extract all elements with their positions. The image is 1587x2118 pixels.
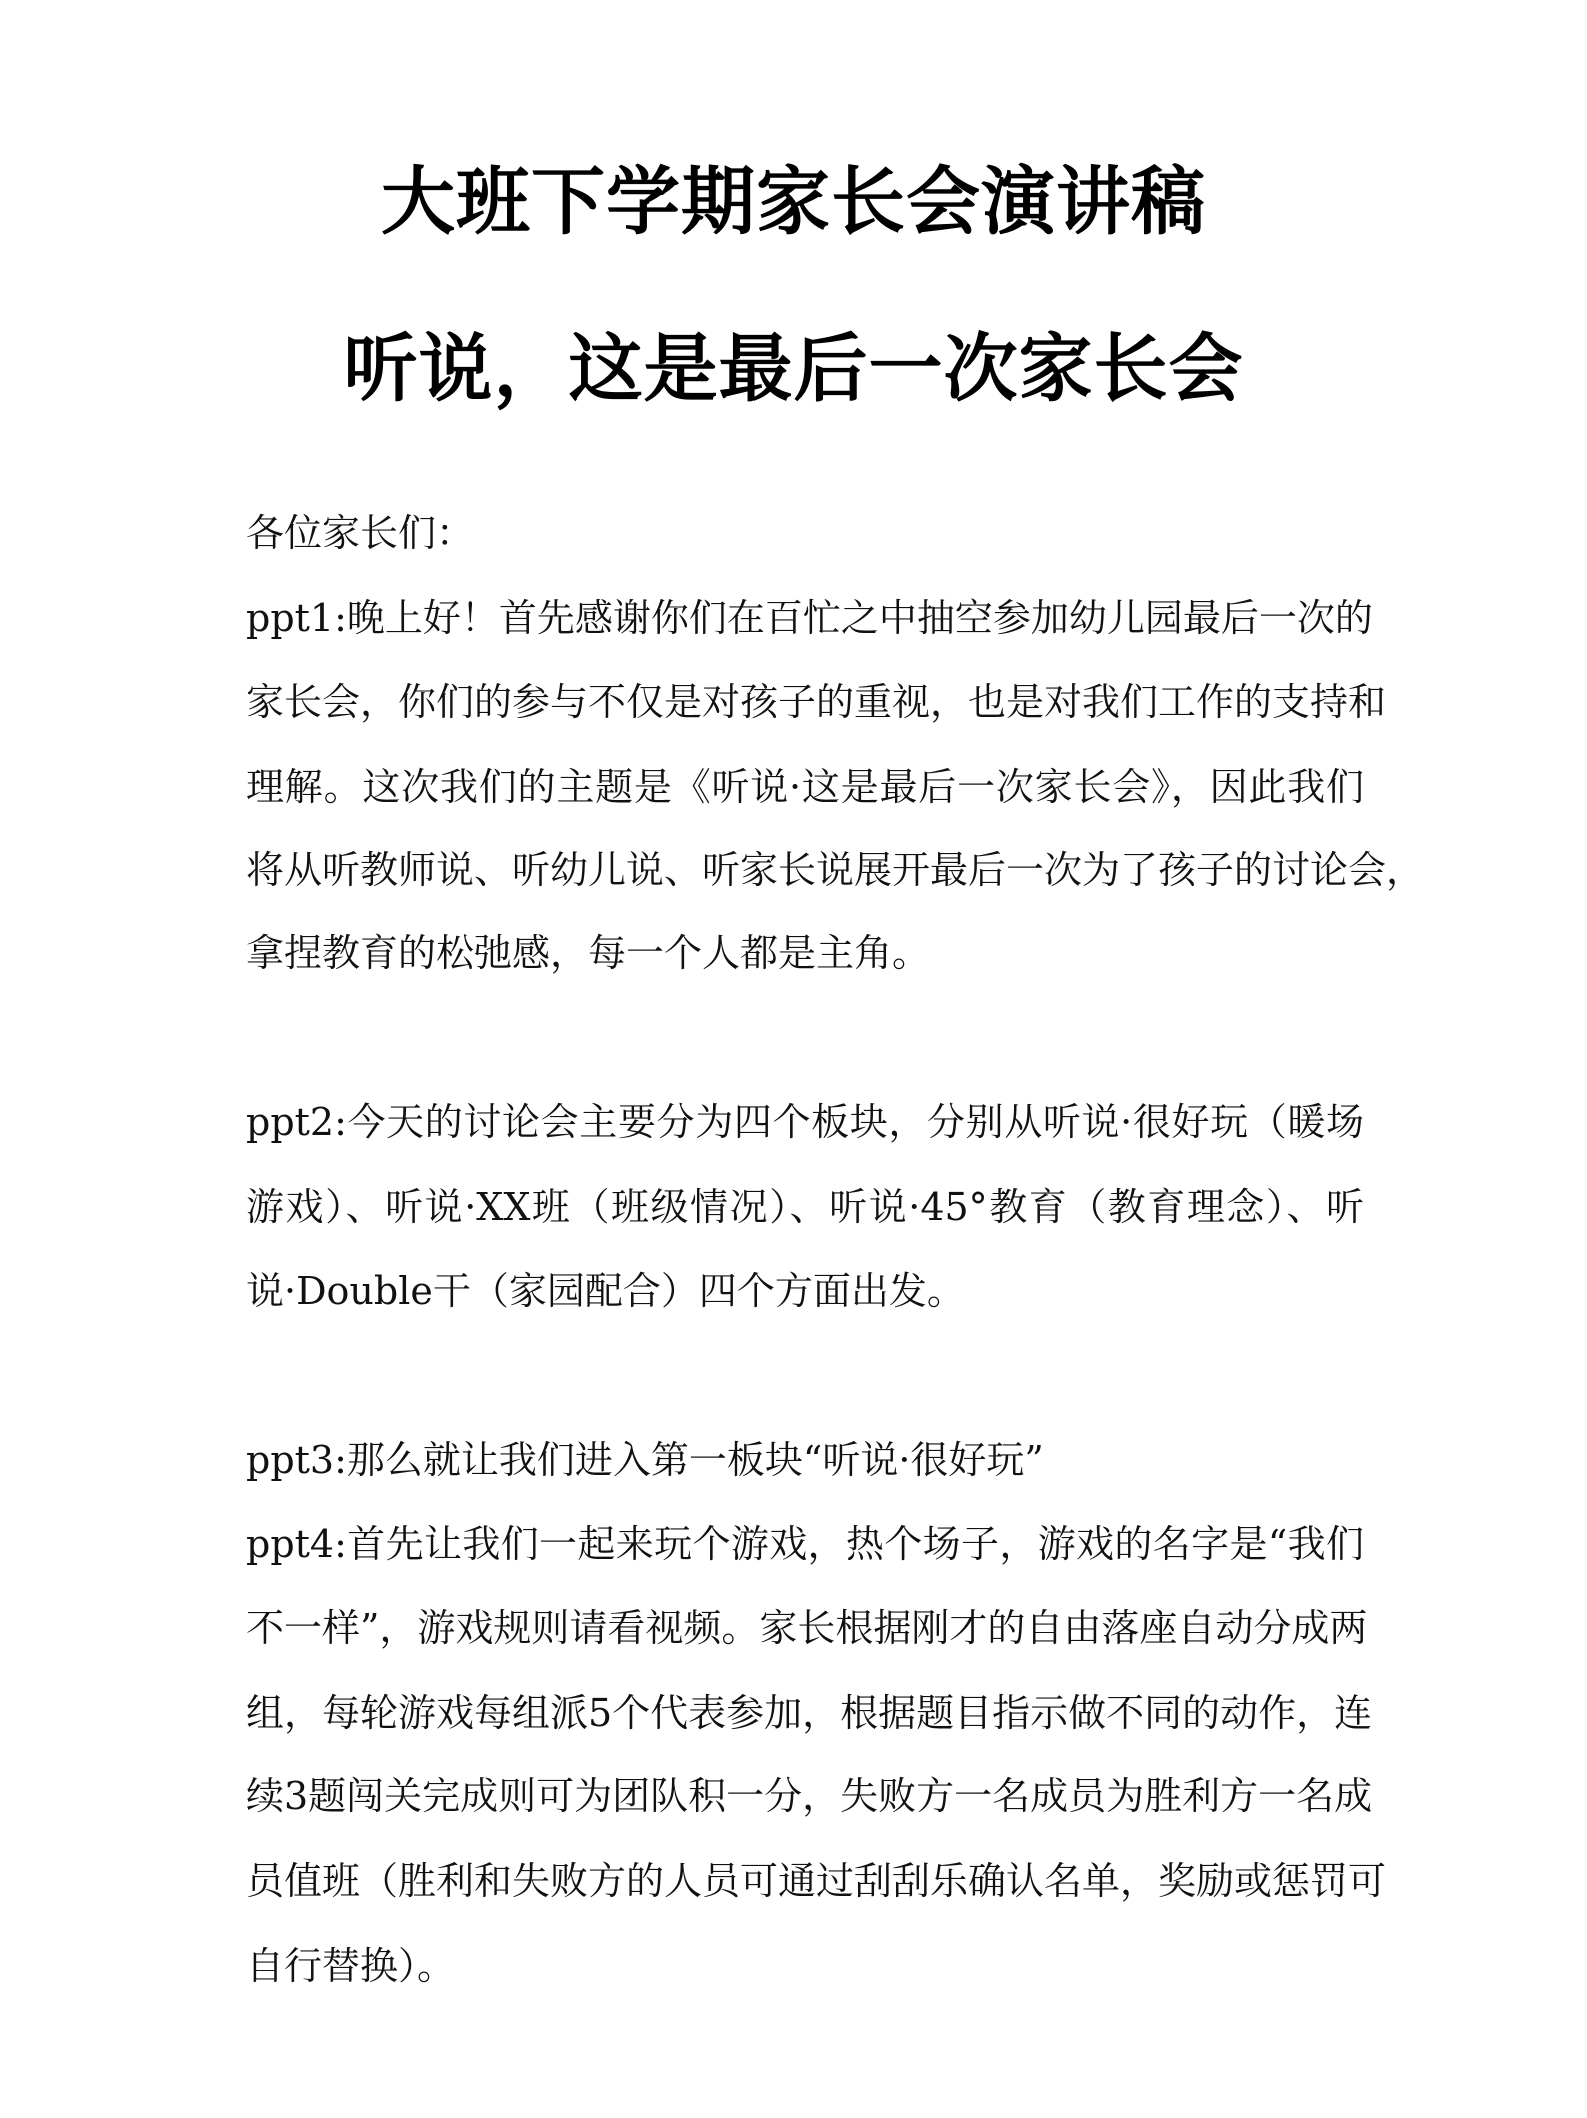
paragraph-line: 游戏）、听说·XX班（班级情况）、听说·45°教育（教育理念）、听 [246, 1185, 1364, 1229]
paragraph-line: 自行替换）。 [246, 1944, 456, 1988]
document-subtitle: 听说，这是最后一次家长会 [343, 326, 1244, 412]
paragraph-line: ppt4:首先让我们一起来玩个游戏，热个场子，游戏的名字是“我们 [246, 1522, 1364, 1566]
salutation: 各位家长们： [246, 511, 475, 555]
paragraph-line: ppt2:今天的讨论会主要分为四个板块，分别从听说·很好玩（暖场 [246, 1100, 1364, 1144]
paragraph-line: 员值班（胜利和失败方的人员可通过刮刮乐确认名单，奖励或惩罚可 [246, 1859, 1387, 1903]
paragraph-line: 家长会，你们的参与不仅是对孩子的重视，也是对我们工作的支持和 [246, 680, 1387, 724]
paragraph-line: 不一样”，游戏规则请看视频。家长根据刚才的自由落座自动分成两 [246, 1606, 1368, 1650]
paragraph-line: 理解。这次我们的主题是《听说·这是最后一次家长会》，因此我们 [246, 765, 1364, 809]
paragraph-line: 拿捏教育的松弛感，每一个人都是主角。 [246, 931, 931, 975]
paragraph-line: ppt1:晚上好！首先感谢你们在百忙之中抽空参加幼儿园最后一次的 [246, 596, 1373, 640]
paragraph-line: 说·Double干（家园配合）四个方面出发。 [246, 1269, 965, 1313]
paragraph-ppt3: ppt3:那么就让我们进入第一板块“听说·很好玩” [246, 1438, 1044, 1482]
paragraph-line: 续3题闯关完成则可为团队积一分，失败方一名成员为胜利方一名成 [246, 1774, 1373, 1818]
paragraph-line: 组，每轮游戏每组派5个代表参加，根据题目指示做不同的动作，连 [246, 1691, 1373, 1735]
document-title: 大班下学期家长会演讲稿 [381, 159, 1206, 245]
paragraph-line: 将从听教师说、听幼儿说、听家长说展开最后一次为了孩子的讨论会， [246, 848, 1425, 892]
